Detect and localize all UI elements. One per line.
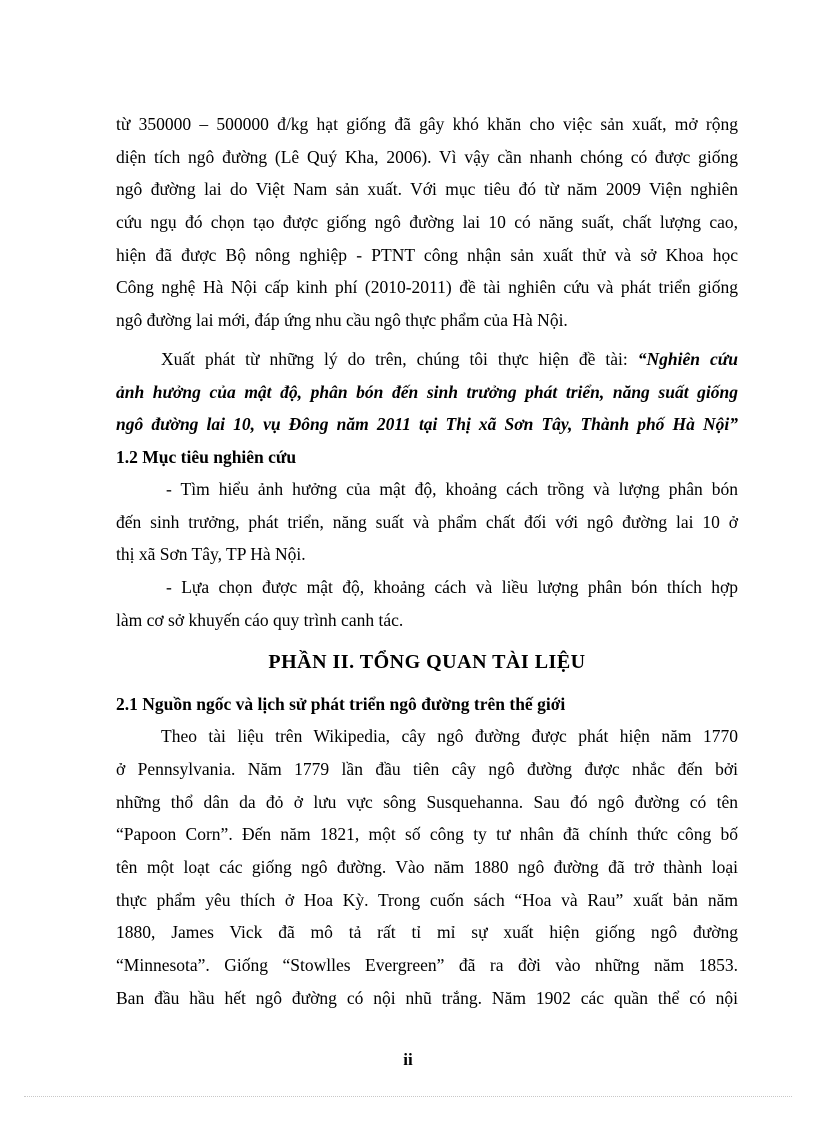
text-line: “Papoon Corn”. Đến năm 1821, một số công ty tư nhân đã chính thức công bố [116, 824, 738, 845]
text-line: từ 350000 – 500000 đ/kg hạt giống đã gây khó khăn cho việc sản xuất, mở rộng [116, 114, 738, 134]
objective-item-2 [116, 571, 738, 636]
text-line: cứu ngụ đó chọn tạo được giống ngô đường lai 10 có năng suất, chất lượng cao, [116, 212, 738, 233]
topic-title-line: ảnh hưởng của mật độ, phân bón đến sinh trưởng phát triển, năng suất giống [116, 381, 738, 402]
text-line: Công nghệ Hà Nội cấp kinh phí (2010-2011) đề tài nghiên cứu và phát triển giống [116, 277, 738, 298]
text-line: tên một loạt các giống ngô đường. Vào năm 1880 ngô đường đã trở thành loại [116, 857, 738, 878]
paragraph-intro [116, 108, 738, 337]
document-page [116, 108, 738, 1015]
text-line: - Lựa chọn được mật độ, khoảng cách và liều lượng phân bón thích hợp [166, 576, 738, 597]
section-heading-1-2: 1.2 Mục tiêu nghiên cứu [116, 446, 297, 467]
text-line: diện tích ngô đường (Lê Quý Kha, 2006). Vì vậy cần nhanh chóng có được giống [116, 146, 738, 167]
paragraph-history [116, 720, 738, 1014]
topic-lead: Xuất phát từ những lý do trên, chúng tôi thực hiện đề tài: [161, 348, 638, 369]
page-bottom-divider [24, 1096, 792, 1097]
text-line: Theo tài liệu trên Wikipedia, cây ngô đường được phát hiện năm 1770 [161, 726, 738, 747]
text-line: thực phẩm yêu thích ở Hoa Kỳ. Trong cuốn sách “Hoa và Rau” xuất bản năm [116, 889, 738, 910]
page-number: ii [403, 1050, 413, 1069]
text-line: - Tìm hiểu ảnh hưởng của mật độ, khoảng cách trồng và lượng phân bón [166, 478, 738, 499]
text-line: hiện đã được Bộ nông nghiệp - PTNT công nhận sản xuất thử và sở Khoa học [116, 244, 738, 265]
text-line: những thổ dân da đỏ ở lưu vực sông Susquehanna. Sau đó ngô đường có tên [116, 791, 738, 812]
section-heading-2-1: 2.1 Nguồn ngốc và lịch sử phát triển ngô đường trên thế giới [116, 694, 566, 715]
objective-item-1 [116, 473, 738, 571]
text-line: “Minnesota”. Giống “Stowlles Evergreen” đã ra đời vào những năm 1853. [116, 955, 738, 976]
text-line: 1880, James Vick đã mô tả rất tỉ mỉ sự xuất hiện giống ngô đường [116, 922, 738, 943]
text-line: ngô đường lai do Việt Nam sản xuất. Với mục tiêu đó từ năm 2009 Viện nghiên [116, 179, 738, 200]
topic-title-start: “Nghiên cứu [637, 348, 738, 369]
text-line: làm cơ sở khuyến cáo quy trình canh tác. [116, 609, 404, 630]
text-line: ngô đường lai mới, đáp ứng nhu cầu ngô thực phẩm của Hà Nội. [116, 310, 568, 331]
part-title: PHẦN II. TỔNG QUAN TÀI LIỆU [268, 651, 586, 674]
text-line: ở Pennsylvania. Năm 1779 lần đầu tiên cây ngô đường được nhắc đến bởi [116, 759, 738, 779]
text-line: Ban đầu hầu hết ngô đường có nội nhũ trắng. Năm 1902 các quần thể có nội [116, 987, 738, 1008]
text-line: thị xã Sơn Tây, TP Hà Nội. [116, 544, 306, 565]
text-line: đến sinh trưởng, phát triển, năng suất và phẩm chất đối với ngô đường lai 10 ở [116, 511, 738, 532]
text-line [116, 343, 738, 376]
topic-title-line: ngô đường lai 10, vụ Đông năm 2011 tại Thị xã Sơn Tây, Thành phố Hà Nội” [116, 414, 738, 435]
paragraph-research-topic [116, 343, 738, 441]
